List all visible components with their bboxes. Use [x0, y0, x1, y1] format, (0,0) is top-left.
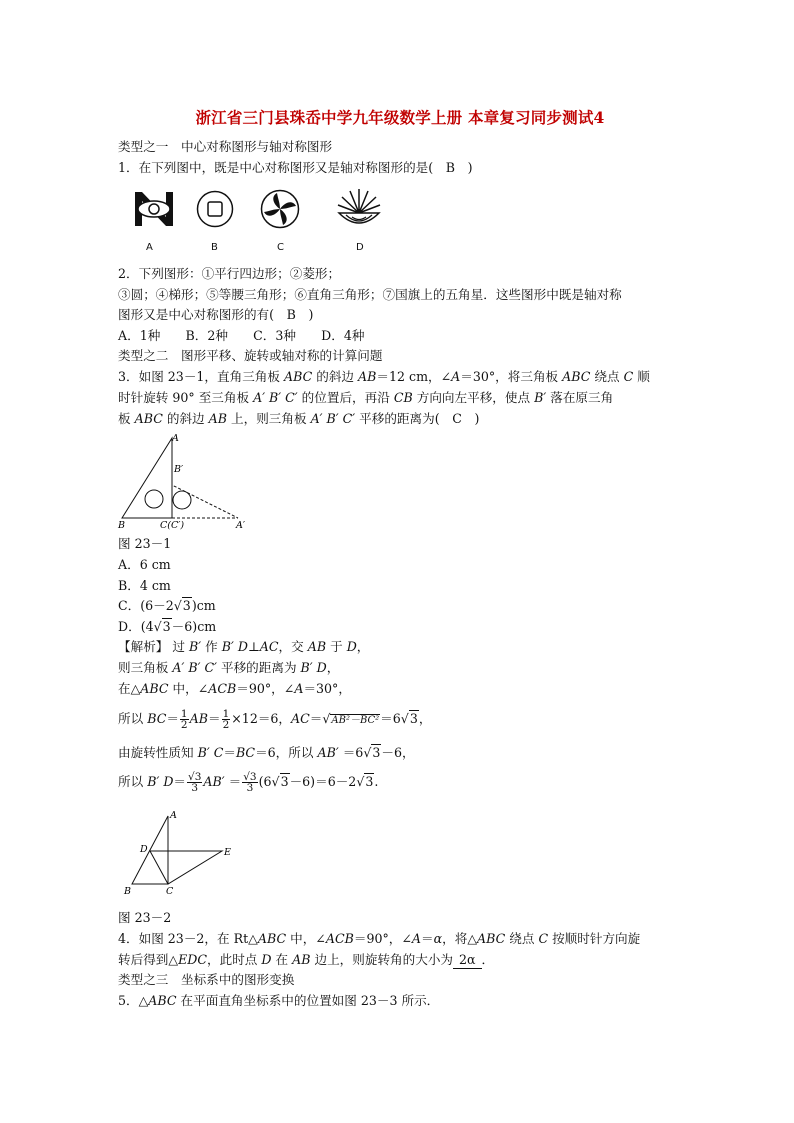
question-3-option-a: A．6 cm: [118, 557, 171, 572]
solution-line-6: 所以 B′ D＝ $\frac{√3}{3}$ AB′ ＝ $\frac{√3}{3}$ (6√3－6)＝6－2√3.: [118, 771, 379, 794]
section-heading-1: 类型之一 中心对称图形与轴对称图形: [118, 139, 333, 154]
fig1-label-B: B: [118, 520, 125, 531]
fig1-label-A: A: [172, 433, 179, 444]
fig2-label-B: B: [124, 886, 131, 897]
question-3-option-b: B．4 cm: [118, 578, 171, 593]
fig1-label-C: C(C′): [160, 520, 185, 531]
solution-line-4: 所以 BC＝ $\frac{1}{2}$ AB＝ $\frac{1}{2}$ ×12＝6，AC＝√AB²－BC²＝6√3，: [118, 708, 432, 731]
section-heading-2: 类型之二 图形平移、旋转或轴对称的计算问题: [118, 348, 383, 363]
q1-label-a: A: [146, 242, 153, 253]
solution-line-2: 则三角板 A′ B′ C′ 平移的距离为 B′ D，: [118, 660, 340, 675]
question-3-option-d: D．(4√3－6)cm: [118, 619, 217, 634]
q1-figure-c: [260, 189, 300, 229]
section-heading-3: 类型之三 坐标系中的图形变换: [118, 972, 295, 987]
question-3-line-2: 时针旋转 90° 至三角板 A′ B′ C′ 的位置后，再沿 CB 方向向左平移，使点 B′ 落在原三角: [118, 390, 614, 405]
fig1-label-Aprime: A′: [236, 520, 246, 531]
fig2-label-A: A: [170, 810, 177, 821]
fig2-label-E: E: [224, 847, 231, 858]
figure-23-1: [118, 430, 258, 532]
fig2-label-C: C: [166, 886, 174, 897]
solution-line-3: 在△ABC 中，∠ACB＝90°，∠A＝30°，: [118, 681, 351, 696]
q1-label-c: C: [277, 242, 284, 253]
solution-line-1: 【解析】 过 B′ 作 B′ D⊥AC，交 AB 于 D，: [118, 639, 370, 654]
question-4-line-1: 4．如图 23－2，在 Rt△ABC 中，∠ACB＝90°，∠A＝α，将△ABC 绕点 C 按顺时针方向旋: [118, 931, 641, 946]
question-4-line-2: 转后得到△EDC，此时点 D 在 AB 边上，则旋转角的大小为 2α ．: [118, 952, 495, 967]
figure-23-2-caption: 图 23－2: [118, 910, 172, 925]
question-2-line-1: 2．下列图形：①平行四边形；②菱形；: [118, 266, 341, 281]
question-2-line-2: ③圆；④梯形；⑤等腰三角形；⑥直角三角形；⑦国旗上的五角星．这些图形中既是轴对称: [118, 287, 622, 302]
question-4-answer: 2α: [453, 952, 482, 969]
question-2-line-3: 图形又是中心对称图形的有( B ): [118, 307, 314, 322]
question-3-line-3: 板 ABC 的斜边 AB 上，则三角板 A′ B′ C′ 平移的距离为( C ): [118, 411, 480, 426]
figure-23-1-caption: 图 23－1: [118, 536, 172, 551]
fig1-label-Bprime: B′: [174, 464, 184, 475]
question-2-options: A．1种 B．2种 C．3种 D．4种: [118, 328, 365, 343]
q1-label-d: D: [356, 242, 364, 253]
q1-figure-d: [336, 189, 382, 229]
q1-figure-b: [196, 190, 234, 228]
question-3-line-1: 3．如图 23－1，直角三角板 ABC 的斜边 AB＝12 cm，∠A＝30°，将三角板 ABC 绕点 C 顺: [118, 369, 650, 384]
q1-label-b: B: [211, 242, 218, 253]
q1-figure-a: [134, 191, 174, 227]
figure-23-2: [118, 806, 248, 898]
question-3-option-c: C．(6－2√3)cm: [118, 598, 216, 613]
question-1: 1．在下列图中，既是中心对称图形又是轴对称图形的是( B ): [118, 160, 473, 175]
page-title: 浙江省三门县珠岙中学九年级数学上册 本章复习同步测试4: [195, 108, 605, 127]
solution-line-5: 由旋转性质知 B′ C＝BC＝6，所以 AB′ ＝6√3－6，: [118, 745, 415, 760]
question-5: 5．△ABC 在平面直角坐标系中的位置如图 23－3 所示．: [118, 993, 440, 1008]
fig2-label-D: D: [140, 844, 148, 855]
